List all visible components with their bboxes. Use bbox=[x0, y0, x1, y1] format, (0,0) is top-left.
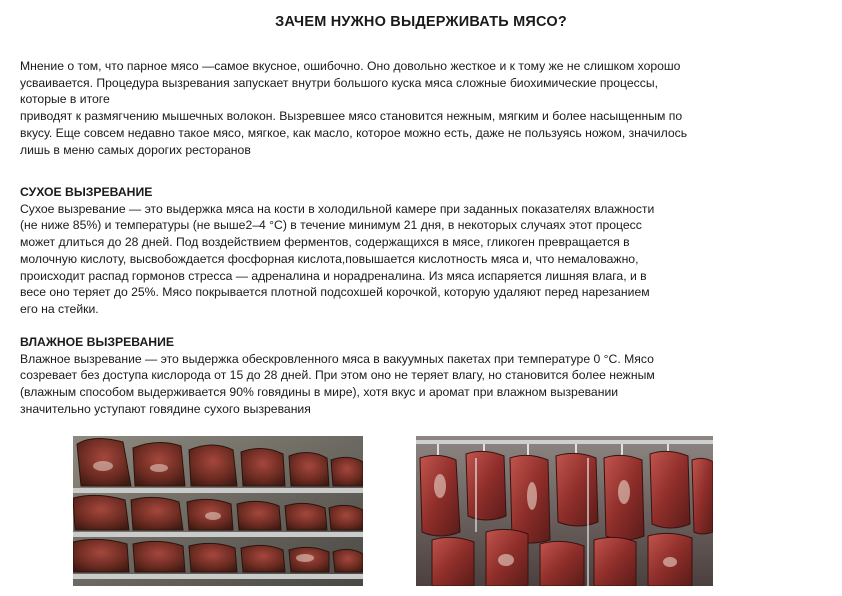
wet-aging-section bbox=[20, 334, 760, 418]
intro-line: Мнение о том, что парное мясо —самое вкусное, ошибочно. Оно довольно жесткое и к тому же не слишком хорошо bbox=[20, 59, 681, 73]
dry-aging-line: молочную кислоту, высвобождается фосфорная кислота,повышается кислотность мяса и, что немаловажно, bbox=[20, 251, 639, 266]
dry-aging-line: происходит распад гормонов стресса — адреналина и норадреналина. Из мяса испаряется лишняя влага, и в bbox=[20, 268, 647, 283]
wet-aging-line: созревает без доступа кислорода от 15 до 28 дней. При этом оно не теряет влагу, но становится более нежным bbox=[20, 368, 655, 383]
intro-line: приводят к размягчению мышечных волокон. Вызревшее мясо становится нежным, мягким и более насыщенным по bbox=[20, 109, 683, 124]
intro-line: усваивается. Процедура вызревания запускает внутри большого куска мяса сложные биохимические процессы, bbox=[20, 75, 658, 90]
wet-aging-heading: ВЛАЖНОЕ ВЫЗРЕВАНИЕ bbox=[20, 335, 174, 349]
dry-aging-line: может длиться до 28 дней. Под воздействием ферментов, содержащихся в мясе, гликоген превращается в bbox=[20, 235, 630, 250]
intro-paragraph bbox=[20, 58, 810, 158]
dry-aging-photo bbox=[73, 436, 363, 586]
dry-aging-line: (не ниже 85%) и температуры (не выше2–4 °C) в течение минимум 21 дня, в некоторых случаях этот процесс bbox=[20, 218, 642, 233]
dry-aging-photo-illustration bbox=[73, 436, 363, 586]
dry-aging-line: весе оно теряет до 25%. Мясо покрывается плотной подсохшей корочкой, которую удаляют перед нарезанием bbox=[20, 285, 650, 300]
dry-aging-line: его на стейки. bbox=[20, 301, 99, 316]
wet-aging-photo-illustration bbox=[416, 436, 713, 586]
wet-aging-line: (влажным способом выдерживается 90% говядины в мире), хотя вкус и аромат при влажном вызревании bbox=[20, 385, 619, 400]
intro-line: вкусу. Еще совсем недавно такое мясо, мягкое, как масло, которое можно есть, даже не пользуясь ножом, значилось bbox=[20, 125, 688, 140]
wet-aging-line: значительно уступают говядине сухого вызревания bbox=[20, 401, 311, 416]
intro-line: которые в итоге bbox=[20, 92, 110, 107]
intro-line: лишь в меню самых дорогих ресторанов bbox=[20, 142, 251, 157]
dry-aging-line: Сухое вызревание — это выдержка мяса на кости в холодильной камере при заданных показателях влажности bbox=[20, 201, 655, 216]
wet-aging-line: Влажное вызревание — это выдержка обескровленного мяса в вакуумных пакетах при температуре 0 °C. Мясо bbox=[20, 351, 654, 366]
dry-aging-section bbox=[20, 184, 760, 318]
dry-aging-heading: СУХОЕ ВЫЗРЕВАНИЕ bbox=[20, 185, 153, 199]
page-title: ЗАЧЕМ НУЖНО ВЫДЕРЖИВАТЬ МЯСО? bbox=[275, 14, 567, 30]
wet-aging-photo bbox=[416, 436, 713, 586]
